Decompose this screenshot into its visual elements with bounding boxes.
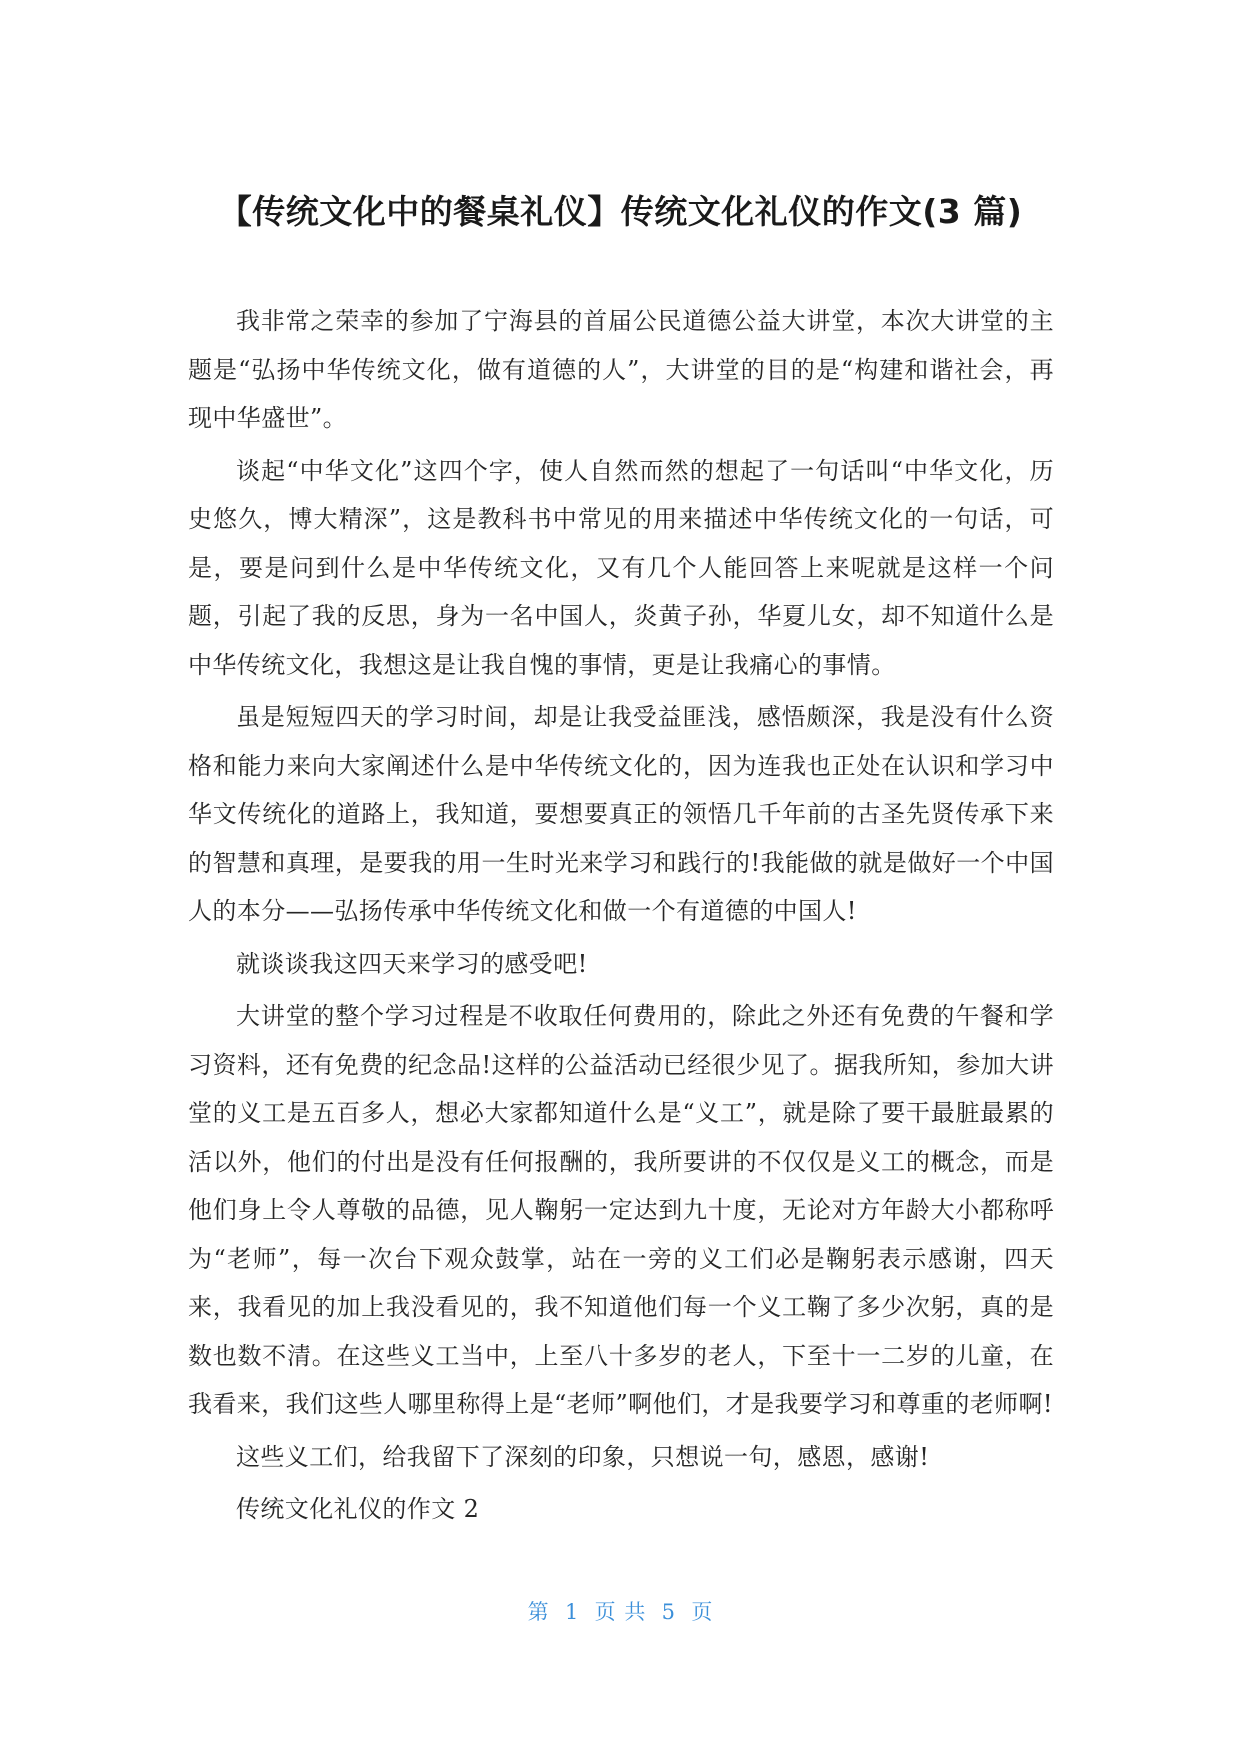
paragraph: 谈起“中华文化”这四个字，使人自然而然的想起了一句话叫“中华文化，历史悠久，博大精深”，这是教科书中常见的用来描述中华传统文化的一句话，可是，要是问到什么是中华传统文化，又有几个人能回答上来呢就是这样一个问题，引起了我的反思，身为一名中国人，炎黄子孙，华夏儿女，却不知道什么是中华传统文化，我想这是让我自愧的事情，更是让我痛心的事情。 — [188, 456, 1054, 679]
paragraph: 我非常之荣幸的参加了宁海县的首届公民道德公益大讲堂，本次大讲堂的主题是“弘扬中华传统文化，做有道德的人”，大讲堂的目的是“构建和谐社会，再现中华盛世”。 — [188, 307, 1054, 432]
section-heading: 传统文化礼仪的作文 2 — [236, 1495, 480, 1523]
paragraph: 大讲堂的整个学习过程是不收取任何费用的，除此之外还有免费的午餐和学习资料，还有免费的纪念品!这样的公益活动已经很少见了。据我所知，参加大讲堂的义工是五百多人，想必大家都知道什么是“义工”，就是除了要干最脏最累的活以外，他们的付出是没有任何报酬的，我所要讲的不仅仅是义工的概念，而是他们身上令人尊敬的品德，见人鞠躬一定达到九十度，无论对方年龄大小都称呼为“老师”，每一次台下观众鼓掌，站在一旁的义工们必是鞠躬表示感谢，四天来，我看见的加上我没看见的，我不知道他们每一个义工鞠了多少次躬，真的是数也数不清。在这些义工当中，上至八十多岁的老人，下至十一二岁的儿童，在我看来，我们这些人哪里称得上是“老师”啊他们，才是我要学习和尊重的老师啊! — [188, 1002, 1054, 1418]
paragraph: 就谈谈我这四天来学习的感受吧! — [236, 949, 588, 978]
paragraph: 虽是短短四天的学习时间，却是让我受益匪浅，感悟颇深，我是没有什么资格和能力来向大家阐述什么是中华传统文化的，因为连我也正处在认识和学习中华文传统化的道路上，我知道，要想要真正的领悟几千年前的古圣先贤传承下来的智慧和真理，是要我的用一生时光来学习和践行的!我能做的就是做好一个中国人的本分——弘扬传承中华传统文化和做一个有道德的中国人! — [188, 703, 1054, 925]
document-body — [188, 297, 1054, 1538]
paragraph: 这些义工们，给我留下了深刻的印象，只想说一句，感恩，感谢! — [236, 1442, 930, 1471]
document-title: 【传统文化中的餐桌礼仪】传统文化礼仪的作文(3 篇) — [218, 192, 1023, 231]
page-number-footer: 第 1 页 共 5 页 — [527, 1600, 714, 1624]
